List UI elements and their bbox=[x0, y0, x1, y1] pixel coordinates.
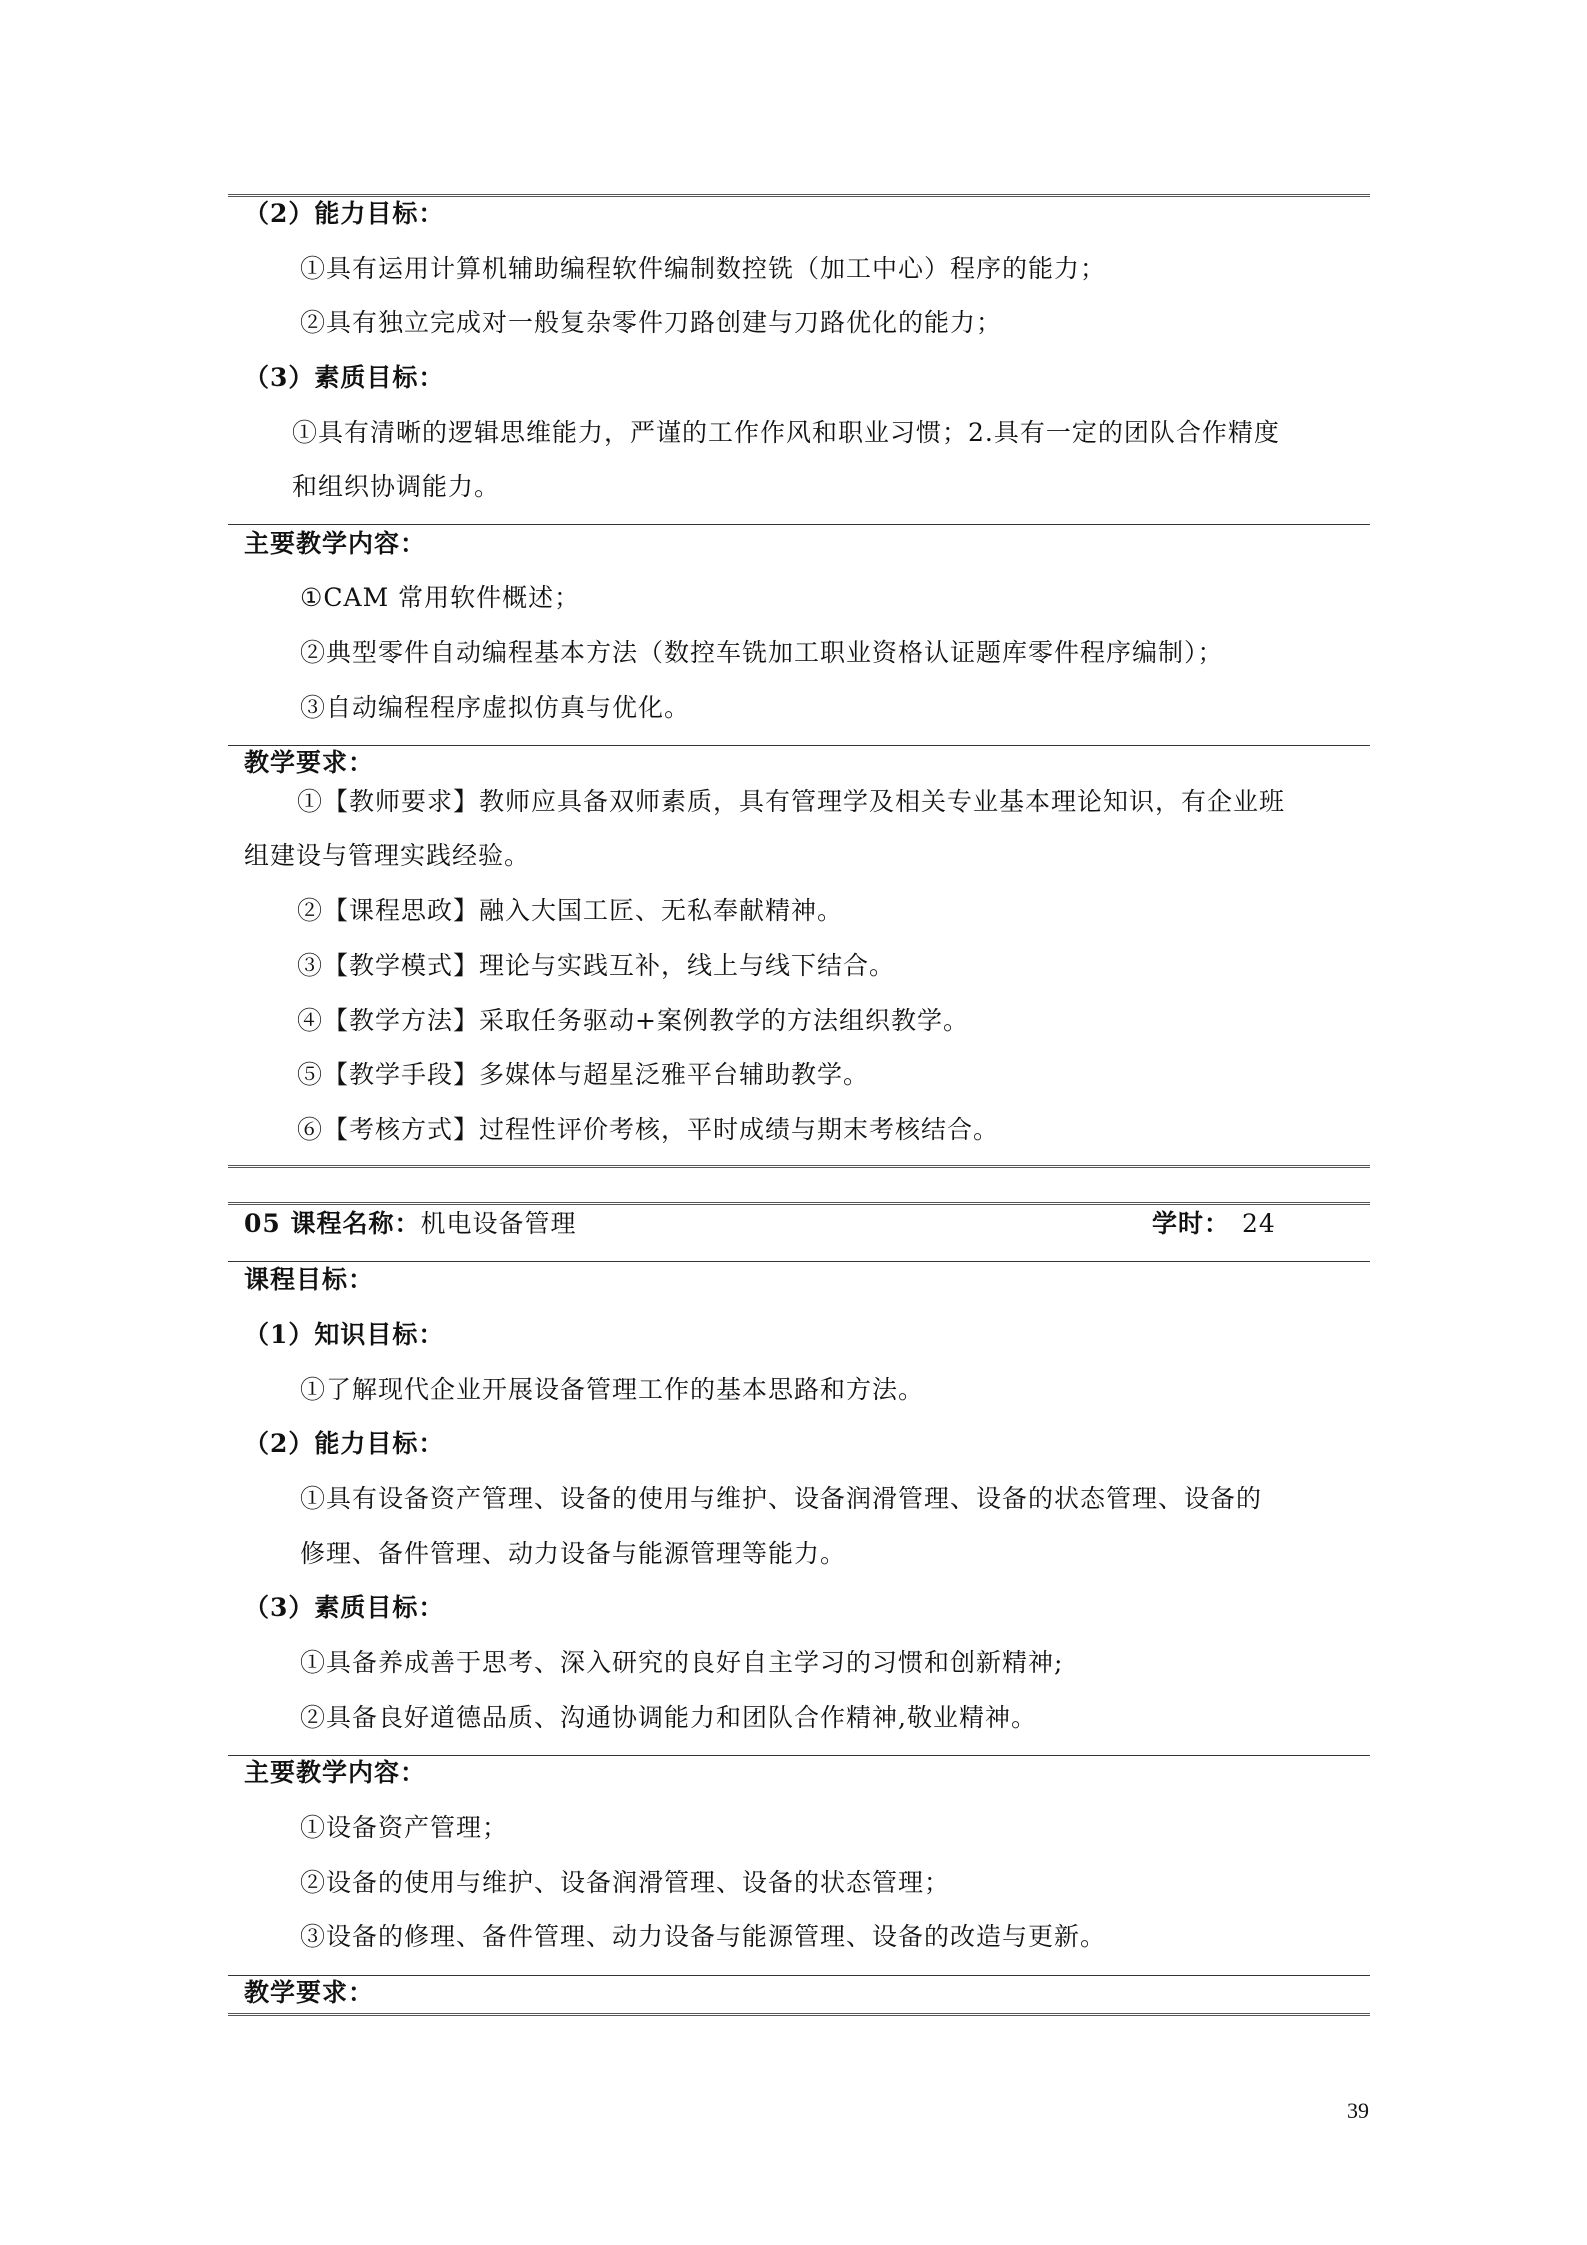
course-title-row bbox=[244, 1207, 577, 1241]
content-item-b2: ②设备的使用与维护、设备润滑管理、设备的状态管理； bbox=[300, 1868, 951, 1897]
hours-label: 学时： bbox=[1152, 1209, 1231, 1238]
divider bbox=[228, 524, 1370, 525]
course-name: 机电设备管理 bbox=[420, 1209, 577, 1238]
quality-item-b1: ①具备养成善于思考、深入研究的良好自主学习的习惯和创新精神; bbox=[300, 1648, 1064, 1677]
requirements-heading: 教学要求： bbox=[244, 748, 375, 777]
content-item-b3: ③设备的修理、备件管理、动力设备与能源管理、设备的改造与更新。 bbox=[300, 1922, 1107, 1951]
requirement-item-4: ④【教学方法】采取任务驱动+案例教学的方法组织教学。 bbox=[297, 1006, 969, 1035]
content-item-2: ②典型零件自动编程基本方法（数控车铣加工职业资格认证题库零件程序编制）； bbox=[300, 638, 1224, 667]
ability-item-b1-line1: ①具有设备资产管理、设备的使用与维护、设备润滑管理、设备的状态管理、设备的 bbox=[300, 1484, 1263, 1513]
page-number: 39 bbox=[1347, 2098, 1369, 2123]
requirement-item-6: ⑥【考核方式】过程性评价考核，平时成绩与期末考核结合。 bbox=[297, 1115, 1000, 1144]
content-item-1: ①CAM 常用软件概述； bbox=[300, 583, 581, 612]
bottom-border bbox=[228, 2013, 1370, 2016]
requirement-item-3: ③【教学模式】理论与实践互补，线上与线下结合。 bbox=[297, 951, 896, 980]
requirement-item-1-line2: 组建设与管理实践经验。 bbox=[244, 841, 531, 870]
ability-heading-b: （2）能力目标： bbox=[244, 1429, 445, 1458]
ability-item-1: ①具有运用计算机辅助编程软件编制数控铣（加工中心）程序的能力； bbox=[300, 254, 1107, 283]
divider bbox=[228, 745, 1370, 746]
knowledge-heading: （1）知识目标： bbox=[244, 1320, 445, 1349]
quality-item-1-line1: ①具有清晰的逻辑思维能力，严谨的工作作风和职业习惯；2.具有一定的团队合作精度 bbox=[292, 418, 1280, 447]
quality-item-1-line2: 和组织协调能力。 bbox=[292, 472, 501, 501]
knowledge-item-1: ①了解现代企业开展设备管理工作的基本思路和方法。 bbox=[300, 1375, 925, 1404]
requirement-item-5: ⑤【教学手段】多媒体与超星泛雅平台辅助教学。 bbox=[297, 1060, 870, 1089]
quality-heading-b: （3）素质目标： bbox=[244, 1593, 445, 1622]
section-end-border bbox=[228, 1165, 1370, 1168]
hours-value: 24 bbox=[1242, 1209, 1276, 1238]
content-heading-b: 主要教学内容： bbox=[244, 1758, 427, 1787]
requirement-item-1-line1: ①【教师要求】教师应具备双师素质，具有管理学及相关专业基本理论知识，有企业班 bbox=[297, 787, 1286, 816]
course-hours-row bbox=[1152, 1207, 1276, 1241]
section-top-border bbox=[228, 1202, 1370, 1205]
divider bbox=[228, 1261, 1370, 1262]
course-name-label: 05 课程名称： bbox=[244, 1209, 421, 1238]
divider bbox=[228, 1975, 1370, 1976]
goals-heading: 课程目标： bbox=[244, 1265, 375, 1294]
content-heading: 主要教学内容： bbox=[244, 529, 427, 558]
ability-heading: （2）能力目标： bbox=[244, 199, 445, 228]
content-item-b1: ①设备资产管理； bbox=[300, 1813, 509, 1842]
content-item-3: ③自动编程程序虚拟仿真与优化。 bbox=[300, 693, 691, 722]
ability-item-b1-line2: 修理、备件管理、动力设备与能源管理等能力。 bbox=[300, 1539, 847, 1568]
requirement-item-2: ②【课程思政】融入大国工匠、无私奉献精神。 bbox=[297, 896, 844, 925]
requirements-heading-b: 教学要求： bbox=[244, 1978, 375, 2007]
quality-heading: （3）素质目标： bbox=[244, 363, 445, 392]
ability-item-2: ②具有独立完成对一般复杂零件刀路创建与刀路优化的能力； bbox=[300, 308, 1003, 337]
quality-item-b2: ②具备良好道德品质、沟通协调能力和团队合作精神,敬业精神。 bbox=[300, 1703, 1037, 1732]
